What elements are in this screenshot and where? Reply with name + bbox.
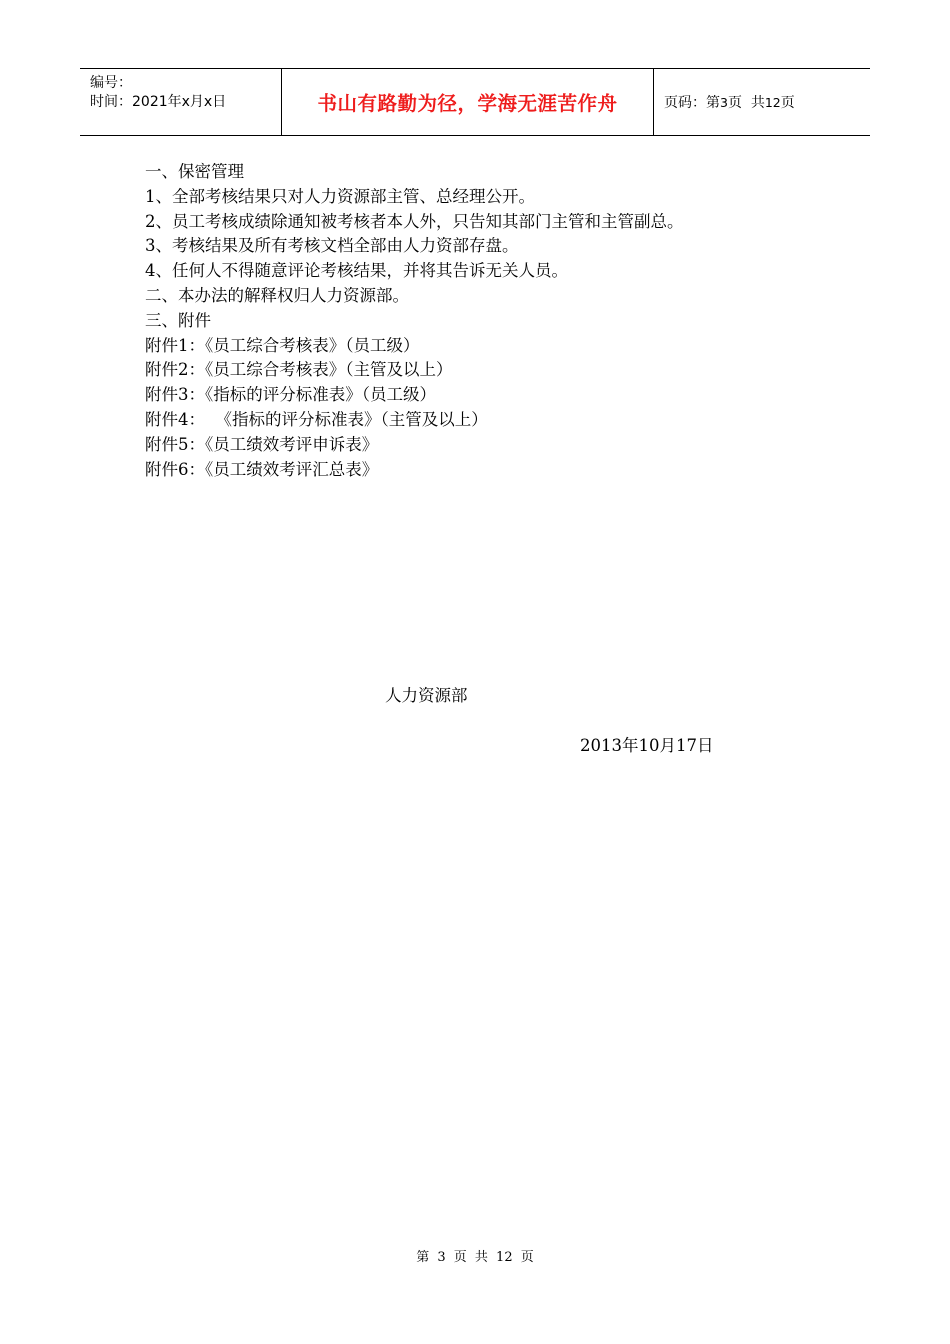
page-total: 12 — [764, 94, 781, 110]
page-suffix: 页 — [780, 95, 795, 111]
paragraph-item: 3、考核结果及所有考核文档全部由人力资部存盘。 — [145, 236, 519, 256]
time-label: 时间：2021年x月x日 — [90, 94, 227, 110]
section-heading-confidentiality: 一、保密管理 — [145, 162, 244, 181]
signer-department: 人力资源部 — [385, 686, 468, 705]
document-date: 2013年10月17日 — [580, 736, 714, 755]
attachment-item: 附件2：《员工综合考核表》（主管及以上） — [145, 360, 453, 380]
document-body — [145, 160, 845, 482]
attachment-item: 附件6：《员工绩效考评汇总表》 — [145, 459, 379, 479]
paragraph-item: 2、员工考核成绩除通知被考核者本人外，只告知其部门主管和主管副总。 — [145, 211, 684, 231]
attachment-item: 附件4： 《指标的评分标准表》（主管及以上） — [145, 409, 488, 429]
attachment-item: 附件3：《指标的评分标准表》（员工级） — [145, 385, 436, 405]
paragraph-item: 4、任何人不得随意评论考核结果，并将其告诉无关人员。 — [145, 261, 568, 281]
section-heading-interpretation: 二、本办法的解释权归人力资源部。 — [145, 285, 409, 305]
header-meta-cell — [80, 69, 282, 135]
header-page-cell — [654, 69, 870, 135]
page-header — [80, 68, 870, 136]
motto-text: 书山有路勤为径，学海无涯苦作舟 — [317, 92, 618, 115]
header-motto-cell — [282, 69, 654, 135]
section-heading-attachments: 三、附件 — [145, 310, 211, 330]
code-label: 编号： — [90, 75, 132, 91]
paragraph-item: 1、全部考核结果只对人力资源部主管、总经理公开。 — [145, 186, 535, 206]
attachment-item: 附件5：《员工绩效考评申诉表》 — [145, 434, 379, 454]
page-prefix: 页码：第 — [664, 95, 720, 111]
page-mid: 页 共 — [727, 95, 765, 111]
attachment-item: 附件1：《员工综合考核表》（员工级） — [145, 335, 420, 355]
page-footer: 第 3 页 共 12 页 — [416, 1250, 534, 1265]
page-current: 3 — [720, 94, 728, 110]
